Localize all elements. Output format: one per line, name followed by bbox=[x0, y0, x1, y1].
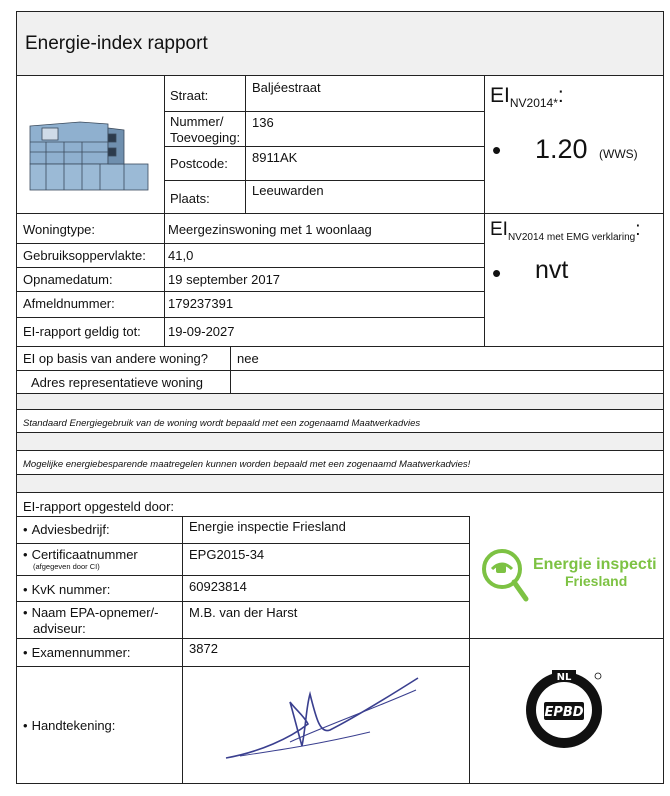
afmeldnummer-value: 179237391 bbox=[168, 296, 234, 311]
woningtype-value: Meergezinswoning met 1 woonlaag bbox=[168, 222, 372, 237]
plaats-label: Plaats: bbox=[170, 191, 210, 206]
ei-main-label bbox=[490, 84, 564, 115]
certificaatnummer-sublabel: (afgegeven door CI) bbox=[33, 562, 100, 571]
ei-main-unit: (WWS) bbox=[599, 147, 638, 161]
ei-main-label-text: EI bbox=[490, 84, 510, 107]
other-home-value: nee bbox=[237, 351, 259, 366]
opnamedatum-label: Opnamedatum: bbox=[23, 272, 113, 287]
epa-adviseur-label: • Naam EPA-opnemer/- bbox=[23, 605, 158, 621]
nummer-label-2: Toevoeging: bbox=[170, 130, 241, 145]
ei-main-label-sub: NV2014* bbox=[509, 96, 558, 111]
note-standaard: Standaard Energiegebruik van de woning wordt bepaald met een zogenaamd Maatwerkadvies bbox=[23, 418, 421, 429]
logo-line1: Energie inspecti bbox=[533, 556, 657, 573]
gebruiksoppervlakte-value: 41,0 bbox=[168, 248, 194, 263]
opnamedatum-value: 19 september 2017 bbox=[168, 272, 281, 287]
examennummer-label: • Examennummer: bbox=[23, 645, 131, 661]
logo-line2: Friesland bbox=[565, 573, 628, 589]
gebruiksoppervlakte-label: Gebruiksoppervlakte: bbox=[23, 248, 146, 263]
spacer-band bbox=[17, 475, 663, 493]
kvk-value: 60923814 bbox=[189, 579, 247, 594]
ei-emg-bullet: • bbox=[492, 258, 502, 288]
epa-adviseur-value: M.B. van der Harst bbox=[189, 605, 298, 620]
adviesbedrijf-value: Energie inspectie Friesland bbox=[189, 519, 346, 534]
postcode-label: Postcode: bbox=[170, 156, 228, 171]
ei-emg-label bbox=[490, 219, 641, 249]
geldig-tot-label: EI-rapport geldig tot: bbox=[23, 324, 141, 339]
ei-main-label-suffix: : bbox=[557, 84, 564, 107]
plaats-value: Leeuwarden bbox=[252, 183, 324, 198]
woningtype-label: Woningtype: bbox=[23, 222, 96, 237]
energie-inspectie-logo-icon bbox=[478, 545, 532, 605]
nummer-label: Nummer/ bbox=[170, 114, 224, 129]
epa-adviseur-label-2: adviseur: bbox=[33, 621, 86, 636]
prepared-by-label: EI-rapport opgesteld door: bbox=[23, 499, 175, 514]
building-image bbox=[28, 118, 150, 194]
afmeldnummer-label: Afmeldnummer: bbox=[23, 296, 115, 311]
examennummer-value: 3872 bbox=[189, 641, 218, 656]
ei-emg-label-sub: NV2014 met EMG verklaring bbox=[507, 231, 636, 243]
straat-value: Baljéestraat bbox=[252, 80, 321, 95]
svg-text:NL: NL bbox=[556, 672, 572, 683]
note-maatregelen: Mogelijke energiebesparende maatregelen kunnen worden bepaald met een zogenaamd Maatwerkadvies! bbox=[23, 459, 471, 470]
ei-emg-label-suffix: : bbox=[635, 219, 641, 240]
certificaatnummer-label: • Certificaatnummer bbox=[23, 547, 138, 563]
spacer-band bbox=[17, 394, 663, 410]
signature-image bbox=[220, 672, 430, 772]
other-home-label: EI op basis van andere woning? bbox=[23, 351, 209, 366]
ei-main-value: 1.20 bbox=[535, 134, 588, 164]
representative-label: Adres representatieve woning bbox=[31, 375, 203, 390]
spacer-band bbox=[17, 433, 663, 451]
geldig-tot-value: 19-09-2027 bbox=[168, 324, 235, 339]
handtekening-label: • Handtekening: bbox=[23, 718, 115, 734]
postcode-value: 8911AK bbox=[252, 150, 298, 165]
ei-emg-label-text: EI bbox=[490, 219, 508, 240]
epbd-seal-icon bbox=[524, 666, 606, 752]
adviesbedrijf-label: • Adviesbedrijf: bbox=[23, 522, 110, 538]
svg-text:EPBD: EPBD bbox=[544, 705, 584, 720]
page-title: Energie-index rapport bbox=[25, 33, 208, 54]
certificaatnummer-value: EPG2015-34 bbox=[189, 547, 265, 562]
straat-label: Straat: bbox=[170, 88, 209, 103]
ei-emg-value: nvt bbox=[535, 256, 569, 284]
nummer-value: 136 bbox=[252, 115, 274, 130]
kvk-label: • KvK nummer: bbox=[23, 582, 110, 598]
ei-main-bullet: • bbox=[492, 135, 502, 165]
